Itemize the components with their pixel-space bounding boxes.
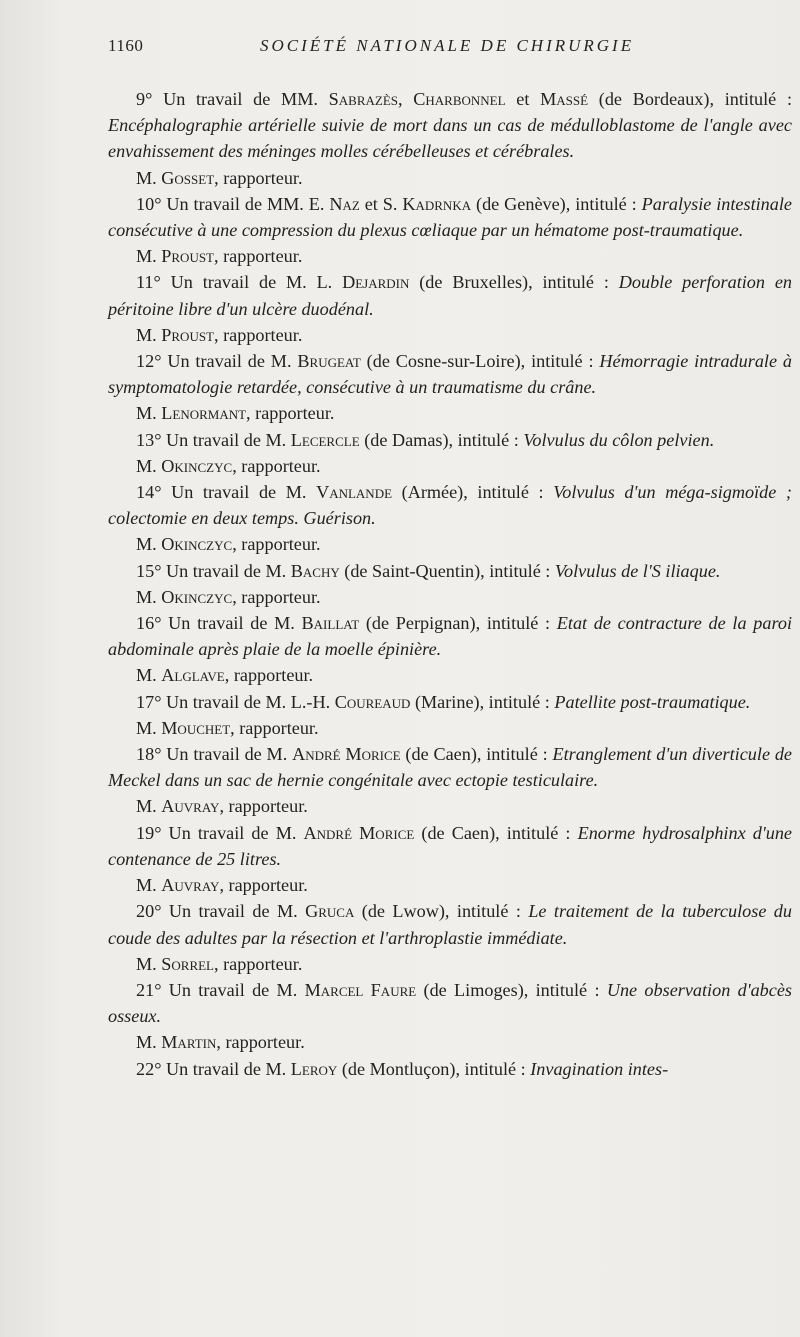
page-number: 1160 (108, 36, 144, 55)
entry-rapporteur-suffix: , rapporteur. (216, 1032, 305, 1053)
communication-entry (108, 689, 792, 715)
entry-authors: Dejardin (342, 272, 410, 293)
entry-rapporteur-name: Mouchet (161, 717, 231, 738)
entry-rapporteur-prefix: M. (136, 796, 162, 817)
entry-rapporteur-prefix: M. (136, 324, 162, 345)
entry-rapporteur-prefix: M. (136, 717, 162, 738)
entry-authors: Naz (329, 193, 360, 214)
communication-entry (108, 820, 792, 872)
entry-rapporteur-prefix: M. (136, 665, 162, 686)
entry-prefix: 9° Un travail de MM. (136, 89, 329, 109)
entry-authors: Coureaud (334, 691, 411, 712)
entry-origin: (de Lwow), intitulé : (354, 901, 529, 922)
communication-entry (108, 610, 792, 662)
entry-authors: André Morice (292, 744, 401, 765)
entry-rapporteur-prefix: M. (136, 1032, 162, 1053)
entry-mid: et S. (359, 193, 403, 214)
entry-title: Volvulus de l'S iliaque. (554, 560, 721, 581)
entry-authors: Baillat (301, 613, 360, 634)
entry-origin: (de Saint-Quentin), intitulé : (339, 560, 555, 581)
entry-authors: Bachy (290, 560, 340, 581)
entry-title: Volvulus d'un méga-sigmoïde ; colectomie en deux temps. Guérison. (108, 482, 792, 529)
entry-authors: Gruca (305, 901, 355, 922)
entry-rapporteur-prefix: M. (136, 875, 162, 896)
entry-rapporteur-prefix: M. (136, 586, 162, 607)
communication-entry (108, 86, 792, 165)
entry-prefix: 17° Un travail de M. L.-H. (136, 691, 335, 712)
entry-rapporteur-name: Gosset (161, 167, 215, 188)
entry-rapporteur-prefix: M. (136, 534, 162, 555)
entry-authors: Lecercle (290, 429, 360, 450)
communication-entry (108, 427, 792, 453)
entry-rapporteur-prefix: M. (136, 455, 162, 476)
entry-rapporteur-name: Okinczyc (161, 586, 233, 607)
body-text (108, 86, 792, 1082)
entry-rapporteur-suffix: , rapporteur. (219, 875, 308, 896)
entry-authors: Brugeat (297, 351, 361, 372)
entry-rapporteur-suffix: , rapporteur. (232, 455, 321, 476)
entry-title: Enorme hydrosalphinx d'une contenance de 25 litres. (108, 822, 792, 869)
entry-rapporteur-name: Proust (161, 324, 214, 345)
entry-rapporteur-suffix: , rapporteur. (219, 796, 308, 817)
communication-entry (108, 558, 792, 584)
entry-rapporteur-name: Alglave (161, 665, 225, 686)
communication-entry (108, 269, 792, 321)
entry-rapporteur-name: Okinczyc (161, 534, 233, 555)
communication-entry (108, 1056, 792, 1082)
entry-prefix: 14° Un travail de M. (136, 482, 317, 503)
entry-title: Hémorragie intradurale à symptomatologie retardée, consécutive à un traumatisme du crâne. (108, 351, 792, 398)
entry-origin: (de Caen), intitulé : (400, 744, 553, 765)
entry-rapporteur-name: Okinczyc (161, 455, 233, 476)
entry-rapporteur-suffix: , rapporteur. (214, 246, 303, 267)
entry-authors2: Kadrnka (402, 193, 472, 214)
entry-title: Paralysie intestinale consécutive à une compression du plexus cœliaque par un hématome post-traumatique. (108, 193, 792, 241)
entry-prefix: 16° Un travail de M. (136, 613, 302, 634)
rapporteur-line (108, 243, 792, 269)
entry-title: Volvulus du côlon pelvien. (523, 429, 715, 450)
entry-authors: Leroy (290, 1058, 338, 1079)
rapporteur-line (108, 715, 792, 741)
entry-rapporteur-suffix: , rapporteur. (230, 717, 319, 738)
entry-title: Patellite post-traumatique. (554, 691, 751, 712)
entry-rapporteur-name: Martin (161, 1032, 217, 1053)
communication-entry (108, 348, 792, 400)
entry-rapporteur-prefix: M. (136, 403, 162, 424)
entry-origin: (de Cosne-sur-Loire), intitulé : (360, 351, 600, 372)
rapporteur-line (108, 584, 792, 610)
entry-rapporteur-suffix: , rapporteur. (232, 534, 321, 555)
entry-prefix: 19° Un travail de M. (136, 822, 304, 843)
communication-entry (108, 479, 792, 531)
entry-prefix: 21° Un travail de M. (136, 979, 305, 1000)
rapporteur-line (108, 400, 792, 426)
entry-rapporteur-suffix: , rapporteur. (214, 167, 303, 188)
rapporteur-line (108, 951, 792, 977)
entry-title: Invagination intes- (530, 1058, 669, 1079)
entry-rapporteur-name: Sorrel (161, 953, 214, 974)
entry-authors2: Massé (540, 89, 589, 109)
entry-title: Encéphalographie artérielle suivie de mort dans un cas de médulloblastome de l'angle avec envahissement des méninges molles cérébelleuses et cérébrales. (108, 115, 792, 162)
entry-origin: (de Genève), intitulé : (471, 193, 642, 214)
entry-rapporteur-suffix: , rapporteur. (232, 586, 321, 607)
entry-origin: (Armée), intitulé : (392, 482, 554, 503)
running-title: SOCIÉTÉ NATIONALE DE CHIRURGIE (260, 36, 635, 55)
rapporteur-line (108, 165, 792, 191)
rapporteur-line (108, 322, 792, 348)
entry-rapporteur-prefix: M. (136, 953, 162, 974)
entry-title: Etranglement d'un diverticule de Meckel dans un sac de hernie congénitale avec ectopie testiculaire. (108, 744, 792, 791)
entry-origin: (de Bruxelles), intitulé : (409, 272, 619, 293)
rapporteur-line (108, 793, 792, 819)
rapporteur-line (108, 453, 792, 479)
entry-prefix: 10° Un travail de MM. E. (136, 193, 330, 214)
entry-rapporteur-prefix: M. (136, 167, 162, 188)
entry-prefix: 13° Un travail de M. (136, 429, 291, 450)
rapporteur-line (108, 662, 792, 688)
entry-authors: André Morice (303, 822, 415, 843)
entry-origin: (de Limoges), intitulé : (416, 979, 607, 1000)
entry-title: Le traitement de la tuberculose du coude des adultes par la résection et l'arthroplastie immédiate. (108, 901, 792, 948)
entry-origin: (de Bordeaux), intitulé : (588, 89, 792, 109)
entry-origin: (de Montluçon), intitulé : (337, 1058, 531, 1079)
communication-entry (108, 977, 792, 1029)
page-header (108, 36, 780, 66)
entry-prefix: 11° Un travail de M. L. (136, 272, 343, 293)
rapporteur-line (108, 872, 792, 898)
entry-prefix: 22° Un travail de M. (136, 1058, 291, 1079)
entry-prefix: 12° Un travail de M. (136, 351, 298, 372)
entry-title: Etat de contracture de la paroi abdominale après plaie de la moelle épinière. (108, 613, 792, 660)
entry-rapporteur-suffix: , rapporteur. (224, 665, 314, 686)
entry-prefix: 20° Un travail de M. (136, 901, 306, 922)
entry-origin: (de Damas), intitulé : (359, 429, 524, 450)
entry-rapporteur-name: Auvray (161, 875, 220, 896)
entry-origin: (Marine), intitulé : (410, 691, 555, 712)
entry-rapporteur-suffix: , rapporteur. (246, 403, 335, 424)
entry-mid: et (505, 89, 541, 109)
entry-authors: Sabrazès, Charbonnel (328, 89, 506, 109)
entry-rapporteur-name: Auvray (161, 796, 220, 817)
entry-title: Une observation d'abcès osseux. (108, 979, 793, 1027)
rapporteur-line (108, 531, 792, 557)
entry-authors: Vanlande (316, 482, 393, 503)
entry-rapporteur-suffix: , rapporteur. (214, 324, 303, 345)
entry-authors: Marcel Faure (304, 979, 417, 1000)
communication-entry (108, 898, 792, 950)
entry-origin: (de Perpignan), intitulé : (359, 613, 557, 634)
entry-prefix: 15° Un travail de M. (136, 560, 291, 581)
rapporteur-line (108, 1029, 792, 1055)
entry-rapporteur-name: Lenormant (161, 403, 247, 424)
entry-rapporteur-prefix: M. (136, 246, 162, 267)
entry-prefix: 18° Un travail de M. (136, 744, 293, 765)
entry-origin: (de Caen), intitulé : (414, 822, 578, 843)
communication-entry (108, 741, 792, 793)
entry-rapporteur-suffix: , rapporteur. (214, 953, 303, 974)
communication-entry (108, 191, 792, 243)
entry-title: Double perforation en péritoine libre d'un ulcère duodénal. (108, 272, 793, 319)
entry-rapporteur-name: Proust (161, 246, 214, 267)
